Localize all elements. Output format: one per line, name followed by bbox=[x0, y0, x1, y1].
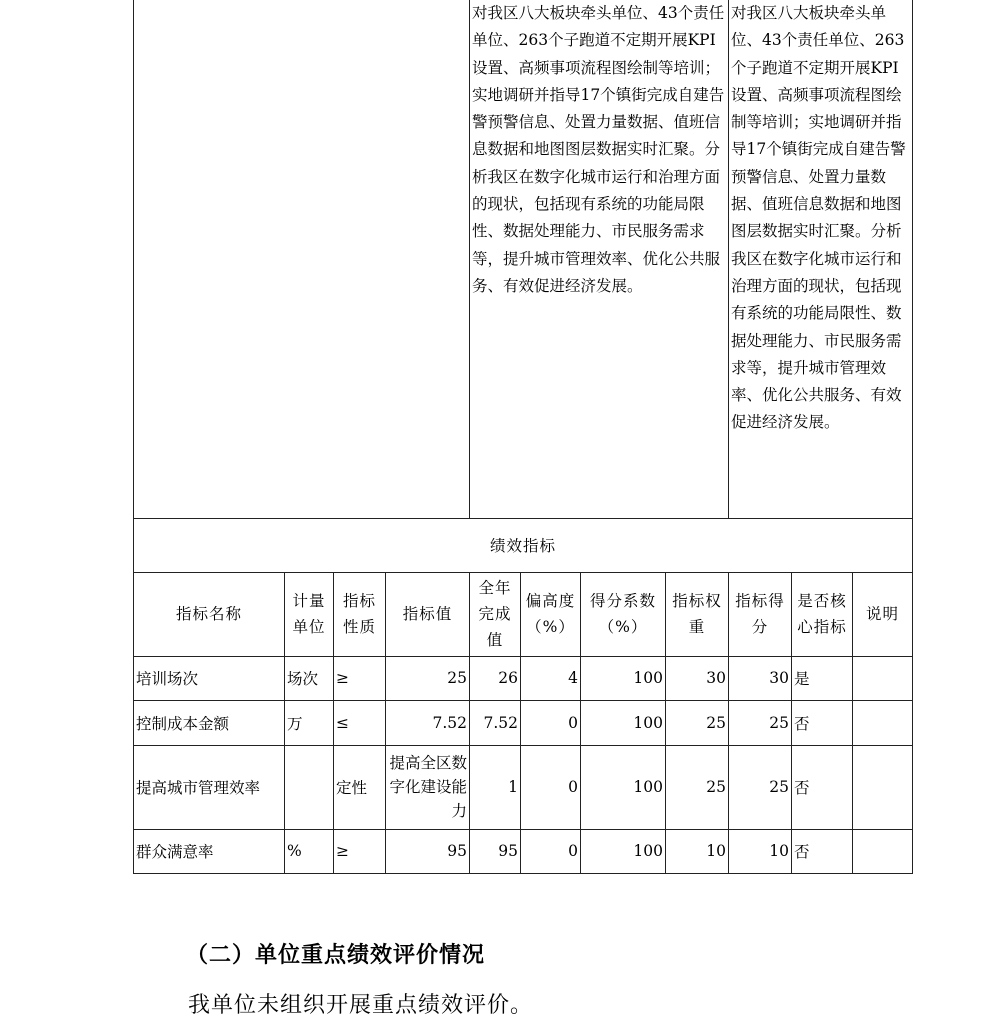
cell-core: 是 bbox=[792, 656, 853, 700]
section-body-text: 我单位未组织开展重点绩效评价。 bbox=[188, 993, 534, 1018]
header-actual: 全年完成值 bbox=[470, 572, 521, 656]
description-target-cell: 对我区八大板块牵头单位、43个责任单位、263个子跑道不定期开展KPI设置、高频事项流程图绘制等培训；实地调研并指导17个镇街完成自建告警预警信息、处置力量数据、值班信息数据和地图图层数据实时汇聚。分析我区在数字化城市运行和治理方面的现状，包括现有系统的功能局限性、数据处理能力、市民服务需求等，提升城市管理效率、优化公共服务、有效促进经济发展。 bbox=[470, 0, 729, 518]
cell-unit: 万 bbox=[285, 700, 334, 745]
cell-actual: 1 bbox=[470, 745, 521, 829]
cell-name: 培训场次 bbox=[134, 656, 285, 700]
section-heading: （二）单位重点绩效评价情况 bbox=[186, 942, 486, 968]
cell-score-coef: 100 bbox=[581, 656, 666, 700]
cell-core: 否 bbox=[792, 829, 853, 873]
cell-score-coef: 100 bbox=[581, 700, 666, 745]
cell-note bbox=[853, 745, 913, 829]
cell-core: 否 bbox=[792, 700, 853, 745]
cell-value: 提高全区数字化建设能力 bbox=[386, 745, 470, 829]
performance-title: 绩效指标 bbox=[134, 518, 913, 572]
cell-score: 30 bbox=[729, 656, 792, 700]
cell-score-coef: 100 bbox=[581, 745, 666, 829]
header-value: 指标值 bbox=[386, 572, 470, 656]
cell-note bbox=[853, 656, 913, 700]
cell-name: 提高城市管理效率 bbox=[134, 745, 285, 829]
table-row bbox=[134, 656, 913, 700]
cell-score: 25 bbox=[729, 700, 792, 745]
cell-actual: 7.52 bbox=[470, 700, 521, 745]
cell-value: 95 bbox=[386, 829, 470, 873]
header-core: 是否核心指标 bbox=[792, 572, 853, 656]
cell-actual: 95 bbox=[470, 829, 521, 873]
cell-name: 群众满意率 bbox=[134, 829, 285, 873]
cell-weight: 25 bbox=[666, 745, 729, 829]
cell-deviation: 0 bbox=[521, 700, 581, 745]
cell-name: 控制成本金额 bbox=[134, 700, 285, 745]
cell-deviation: 4 bbox=[521, 656, 581, 700]
cell-weight: 30 bbox=[666, 656, 729, 700]
performance-title-row bbox=[134, 518, 913, 572]
cell-nature: ≥ bbox=[334, 656, 386, 700]
header-name: 指标名称 bbox=[134, 572, 285, 656]
cell-nature: ≥ bbox=[334, 829, 386, 873]
performance-table bbox=[133, 0, 913, 874]
cell-deviation: 0 bbox=[521, 745, 581, 829]
table-row bbox=[134, 829, 913, 873]
cell-unit: 场次 bbox=[285, 656, 334, 700]
header-note: 说明 bbox=[853, 572, 913, 656]
description-row bbox=[134, 0, 913, 518]
cell-value: 7.52 bbox=[386, 700, 470, 745]
cell-note bbox=[853, 829, 913, 873]
cell-nature: ≤ bbox=[334, 700, 386, 745]
cell-weight: 25 bbox=[666, 700, 729, 745]
cell-value: 25 bbox=[386, 656, 470, 700]
description-blank-cell bbox=[134, 0, 470, 518]
header-weight: 指标权重 bbox=[666, 572, 729, 656]
cell-score: 25 bbox=[729, 745, 792, 829]
header-score: 指标得分 bbox=[729, 572, 792, 656]
cell-score: 10 bbox=[729, 829, 792, 873]
cell-note bbox=[853, 700, 913, 745]
cell-core: 否 bbox=[792, 745, 853, 829]
header-nature: 指标性质 bbox=[334, 572, 386, 656]
description-actual-cell: 对我区八大板块牵头单位、43个责任单位、263个子跑道不定期开展KPI设置、高频事项流程图绘制等培训；实地调研并指导17个镇街完成自建告警预警信息、处置力量数据、值班信息数据和地图图层数据实时汇聚。分析我区在数字化城市运行和治理方面的现状，包括现有系统的功能局限性、数据处理能力、市民服务需求等，提升城市管理效率、优化公共服务、有效促进经济发展。 bbox=[729, 0, 913, 518]
table-row bbox=[134, 745, 913, 829]
cell-nature: 定性 bbox=[334, 745, 386, 829]
cell-weight: 10 bbox=[666, 829, 729, 873]
cell-actual: 26 bbox=[470, 656, 521, 700]
cell-unit bbox=[285, 745, 334, 829]
table-header-row bbox=[134, 572, 913, 656]
cell-deviation: 0 bbox=[521, 829, 581, 873]
header-unit: 计量单位 bbox=[285, 572, 334, 656]
header-deviation: 偏高度（%） bbox=[521, 572, 581, 656]
header-score-coef: 得分系数（%） bbox=[581, 572, 666, 656]
table-row bbox=[134, 700, 913, 745]
cell-unit: % bbox=[285, 829, 334, 873]
cell-score-coef: 100 bbox=[581, 829, 666, 873]
